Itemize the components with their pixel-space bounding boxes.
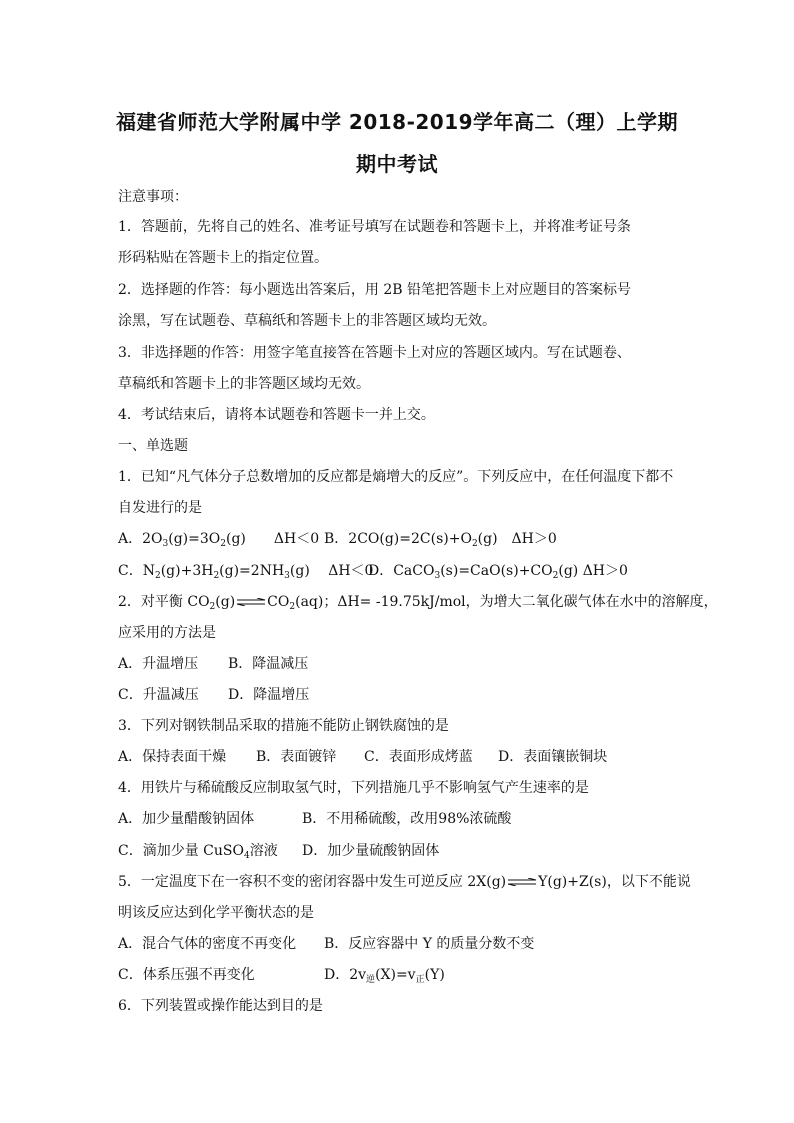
notice-item: 涂黑，写在试题卷、草稿纸和答题卡上的非答题区域均无效。 xyxy=(118,313,496,329)
option-c: C．滴加少量 CuSO$_4$溶液 xyxy=(118,843,278,861)
option-a: A．$2O_3(g)=3O_2(g)$ ΔH＜0 xyxy=(118,531,320,549)
equilibrium-arrow-icon xyxy=(507,878,537,886)
question-2-options-row xyxy=(118,656,308,672)
notice-item: 草稿纸和答题卡上的非答题区域均无效。 xyxy=(118,376,370,392)
option-d: D．$2v_逆(X)=v_正(Y)$ xyxy=(324,967,445,985)
notice-item: 1．答题前，先将自己的姓名、准考证号填写在试题卷和答题卡上，并将准考证号条 xyxy=(118,219,631,235)
question-1-stem: 1．已知“凡气体分子总数增加的反应都是熵增大的反应”。下列反应中，在任何温度下都不 xyxy=(118,469,674,485)
question-5-options-row-2 xyxy=(118,967,445,988)
question-2-stem: 2．对平衡 $CO_2(g)$ $CO_2(aq)$；ΔH= -19.75kJ/mol，为增大二氧化碳气体在水中的溶解度， xyxy=(118,594,718,612)
question-4-options-row xyxy=(118,811,511,827)
option-b: B．不用稀硫酸，改用98%浓硫酸 xyxy=(302,811,512,827)
question-2-stem-line-2: 应采用的方法是 xyxy=(118,625,216,641)
option-a: A．保持表面干燥 xyxy=(118,749,227,765)
option-a: A．加少量醋酸钠固体 xyxy=(118,811,255,827)
question-2-options-row-2 xyxy=(118,687,309,703)
question-1-stem-line-2: 自发进行的是 xyxy=(118,500,202,516)
question-1-options-row xyxy=(118,531,557,552)
option-a: A．混合气体的密度不再变化 xyxy=(118,936,297,952)
section-heading: 一、单选题 xyxy=(118,438,188,454)
option-b: B．表面镀锌 xyxy=(256,749,337,765)
notice-item: 4．考试结束后，请将本试题卷和答题卡一并上交。 xyxy=(118,407,435,423)
option-d: D．降温增压 xyxy=(228,687,310,703)
option-d: D．表面镶嵌铜块 xyxy=(498,749,608,765)
option-c: C．$N_2(g)+3H_2(g)=2NH_3(g)$ ΔH＜0 xyxy=(118,563,374,581)
question-3-stem: 3．下列对钢铁制品采取的措施不能防止钢铁腐蚀的是 xyxy=(118,718,449,734)
question-6-stem: 6．下列装置或操作能达到目的是 xyxy=(118,998,323,1014)
notice-item: 2．选择题的作答：每小题选出答案后，用 2B 铅笔把答题卡上对应题目的答案标号 xyxy=(118,282,632,298)
equilibrium-arrow-icon xyxy=(236,598,266,606)
question-4-stem: 4．用铁片与稀硫酸反应制取氢气时，下列措施几乎不影响氢气产生速率的是 xyxy=(118,780,589,796)
option-c: C．升温减压 xyxy=(118,687,199,703)
page-title: 福建省师范大学附属中学 2018-2019学年高二（理）上学期 xyxy=(115,110,679,134)
option-b: B．降温减压 xyxy=(228,656,309,672)
question-4-options-row-2 xyxy=(118,843,439,864)
question-5-stem: 5．一定温度下在一容积不变的密闭容器中发生可逆反应 2X(g) Y(g)+Z(s)，以下不能说 xyxy=(118,874,691,890)
question-1-options-row-2 xyxy=(118,563,628,584)
option-a: A．升温增压 xyxy=(118,656,199,672)
option-d: D．$CaCO_3(s)=CaO(s)+CO_2(g)$ ΔH＞0 xyxy=(368,563,628,581)
option-d: D．加少量硫酸钠固体 xyxy=(302,843,440,859)
notice-item: 形码粘贴在答题卡上的指定位置。 xyxy=(118,250,328,266)
question-5-stem-line-2: 明该反应达到化学平衡状态的是 xyxy=(118,905,314,921)
option-b: B．反应容器中 Y 的质量分数不变 xyxy=(324,936,535,952)
notice-item: 3．非选择题的作答：用签字笔直接答在答题卡上对应的答题区域内。写在试题卷、 xyxy=(118,345,631,361)
question-5-options-row xyxy=(118,936,534,952)
page-title-line-2: 期中考试 xyxy=(356,152,438,176)
notice-heading: 注意事项： xyxy=(118,189,188,205)
option-c: C．体系压强不再变化 xyxy=(118,967,255,983)
option-c: C．表面形成烤蓝 xyxy=(364,749,473,765)
question-3-options-row xyxy=(118,749,607,765)
option-b: B．$2CO(g)=2C(s)+O_2(g)$ ΔH＞0 xyxy=(324,531,557,549)
